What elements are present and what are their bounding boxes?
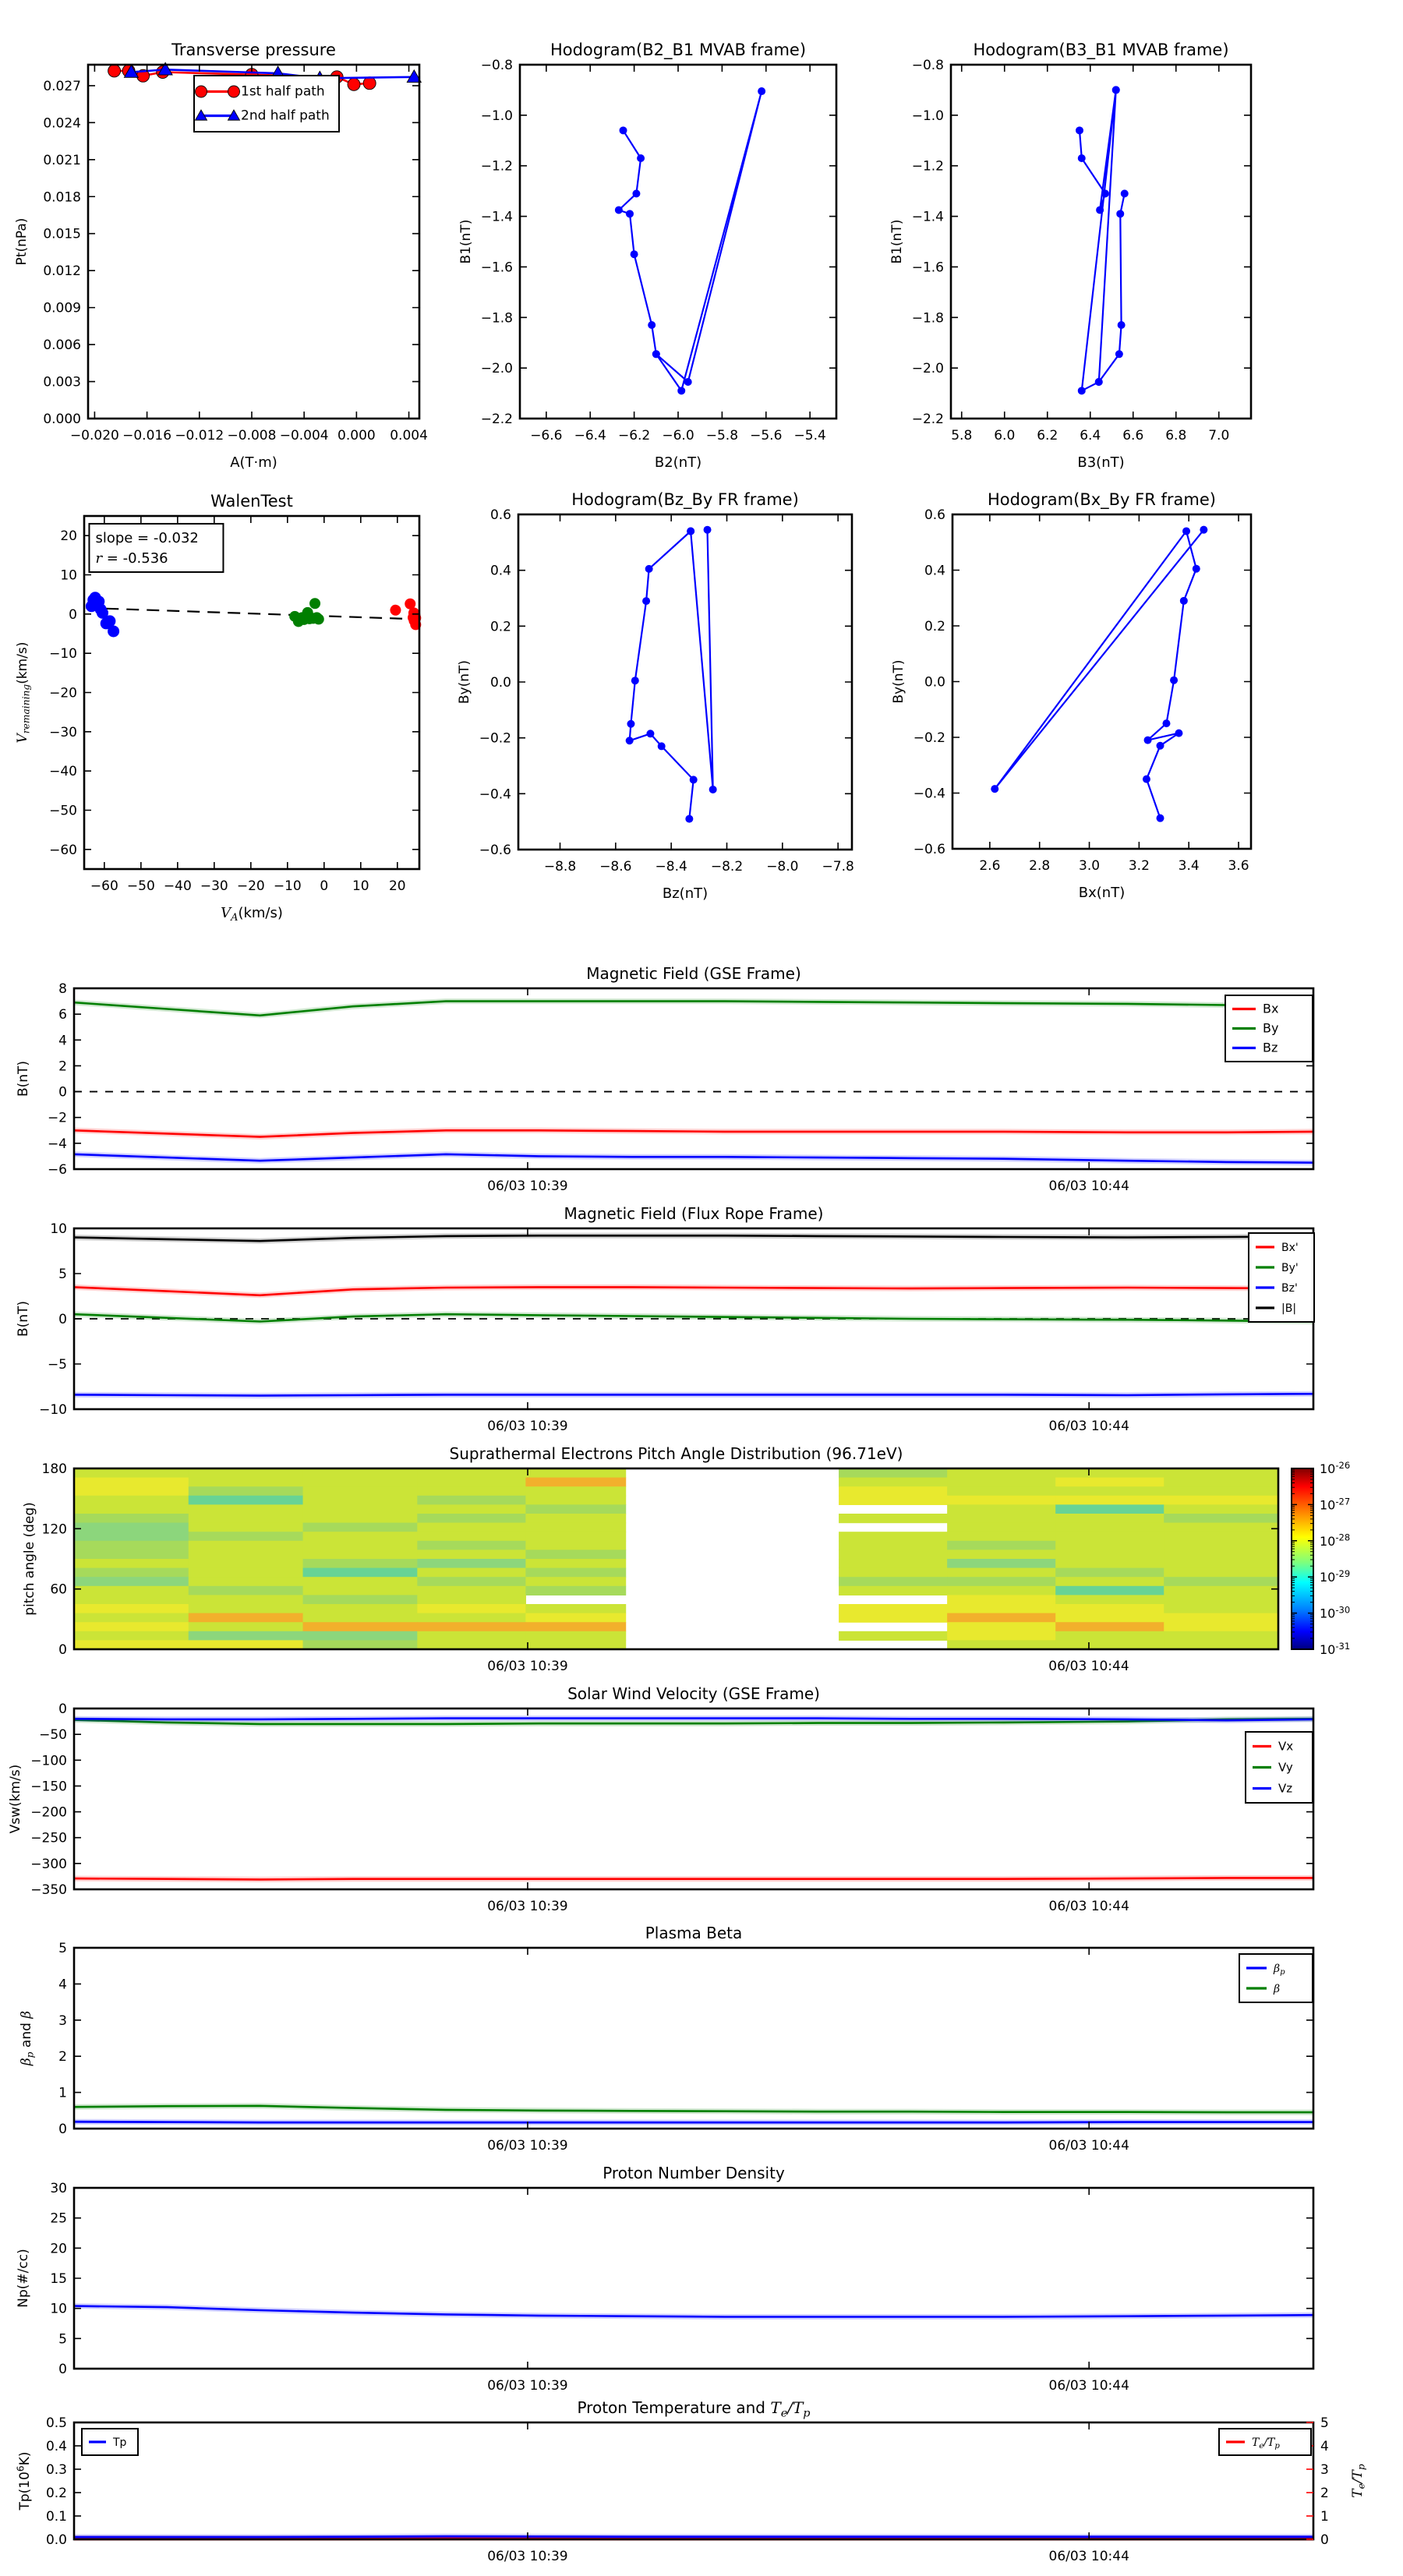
transverse-pressure-xtick-label: −0.016	[122, 428, 171, 443]
hodogram-b2b1-title: Hodogram(B2_B1 MVAB frame)	[550, 41, 806, 60]
transverse-pressure-xtick-label: 0.004	[390, 428, 428, 443]
hodogram-b3b1-ytick-label: −2.0	[912, 361, 944, 376]
pad-colorbar-tick-label: $10^{-31}$	[1320, 1641, 1350, 1657]
transverse-pressure-ytick-label: 0.012	[43, 263, 81, 279]
walen-test-title: WalenTest	[210, 492, 293, 511]
velocity-legend-0	[1246, 1732, 1313, 1803]
velocity-legend-label: Vx	[1278, 1740, 1293, 1754]
walen-test-xtick-label: 0	[320, 878, 328, 894]
mag-fr-ytick-label: −5	[48, 1357, 67, 1373]
panel-temperature	[16, 2398, 1367, 2564]
mag-gse-xtick-label: 06/03 10:39	[487, 1178, 567, 1194]
mag-fr-legend-0	[1249, 1233, 1314, 1322]
beta-title: Plasma Beta	[645, 1924, 743, 1942]
hodogram-bxby-xtick-label: 2.6	[979, 858, 1000, 874]
hodogram-b2b1-xtick-label: −5.6	[750, 428, 782, 443]
hodogram-bxby-title: Hodogram(Bx_By FR frame)	[988, 490, 1216, 510]
hodogram-b3b1-ytick-label: −1.4	[912, 210, 944, 225]
density-xtick-label: 06/03 10:39	[487, 2378, 567, 2394]
velocity-legend-label: Vy	[1278, 1761, 1293, 1775]
hodogram-b3b1-xtick-label: 6.8	[1165, 428, 1186, 443]
hodogram-b3b1-xtick-label: 6.6	[1122, 428, 1143, 443]
velocity-title: Solar Wind Velocity (GSE Frame)	[567, 1684, 820, 1703]
velocity-ytick-label: −300	[30, 1857, 67, 1872]
beta-legend-0	[1239, 1954, 1313, 2002]
hodogram-b3b1-ylabel: B1(nT)	[889, 220, 905, 264]
hodogram-b2b1-ytick-label: −1.6	[481, 260, 513, 275]
walen-test-xtick-label: −30	[200, 878, 228, 894]
pad-colorbar-tick-label: $10^{-27}$	[1320, 1496, 1350, 1512]
density-ylabel: Np(#/cc)	[16, 2249, 31, 2307]
beta-legend-label: $\beta_p$	[1273, 1963, 1285, 1977]
temperature-right-tick-label: 5	[1320, 2415, 1329, 2431]
hodogram-b3b1-xtick-label: 6.2	[1037, 428, 1058, 443]
velocity-xtick-label: 06/03 10:44	[1049, 1899, 1129, 1914]
transverse-pressure-ytick-label: 0.009	[43, 301, 81, 316]
transverse-pressure-xtick-label: −0.004	[280, 428, 329, 443]
hodogram-b2b1-ytick-label: −1.2	[481, 159, 513, 175]
walen-test-xtick-label: −40	[164, 878, 192, 894]
beta-ytick-label: 3	[58, 2013, 67, 2029]
hodogram-bxby-ytick-label: 0.0	[924, 675, 945, 691]
hodogram-b3b1-ytick-label: −1.6	[912, 260, 944, 275]
transverse-pressure-ytick-label: 0.027	[43, 79, 81, 94]
mag-gse-ytick-label: 8	[58, 981, 67, 997]
hodogram-b2b1-ytick-label: −1.8	[481, 310, 513, 326]
hodogram-bzby-xtick-label: −8.8	[544, 859, 576, 875]
hodogram-bxby-xtick-label: 3.6	[1228, 858, 1249, 874]
transverse-pressure-ytick-label: 0.024	[43, 115, 81, 131]
velocity-ytick-label: −150	[30, 1779, 67, 1794]
mag-gse-ytick-label: −6	[48, 1162, 67, 1178]
hodogram-bxby-ytick-label: 0.4	[924, 564, 945, 579]
mag-fr-ylabel: B(nT)	[16, 1301, 31, 1337]
temperature-ytick-label: 0.3	[46, 2462, 67, 2478]
pad-ylabel: pitch angle (deg)	[22, 1502, 37, 1616]
mag-gse-ytick-label: 4	[58, 1033, 67, 1048]
hodogram-bxby-xtick-label: 3.4	[1179, 858, 1200, 874]
pad-title: Suprathermal Electrons Pitch Angle Distribution (96.71eV)	[450, 1444, 903, 1463]
temperature-right-tick-label: 3	[1320, 2462, 1329, 2478]
hodogram-bxby-xtick-label: 2.8	[1029, 858, 1050, 874]
density-xtick-label: 06/03 10:44	[1049, 2378, 1129, 2394]
mag-fr-ytick-label: −10	[39, 1402, 67, 1418]
transverse-pressure-xtick-label: −0.008	[228, 428, 277, 443]
beta-ytick-label: 5	[58, 1941, 67, 1956]
hodogram-b3b1-ytick-label: −2.2	[912, 412, 944, 427]
temperature-right-tick-label: 0	[1320, 2532, 1329, 2548]
temperature-legend-1	[1219, 2429, 1311, 2455]
hodogram-b3b1-xtick-label: 7.0	[1208, 428, 1229, 443]
temperature-ytick-label: 0.4	[46, 2439, 67, 2454]
hodogram-bxby-ytick-label: −0.4	[914, 786, 945, 802]
pad-ytick-label: 0	[58, 1642, 67, 1658]
panel-velocity	[8, 1684, 1313, 1914]
walen-test-xtick-label: 20	[389, 878, 406, 894]
hodogram-b2b1-xtick-label: −5.8	[706, 428, 738, 443]
hodogram-bzby-ytick-label: −0.6	[479, 843, 511, 858]
walen-test-ytick-label: −20	[49, 686, 77, 701]
mag-gse-title: Magnetic Field (GSE Frame)	[586, 964, 801, 983]
walen-test-ytick-label: −40	[49, 764, 77, 779]
walen-test-xlabel: $V_A(km/s)$	[221, 905, 283, 924]
panel-mag-fr	[16, 1204, 1314, 1434]
hodogram-bzby-xtick-label: −8.0	[766, 859, 798, 875]
velocity-legend-label: Vz	[1278, 1782, 1292, 1796]
density-ytick-label: 15	[50, 2271, 67, 2287]
temperature-ytick-label: 0.0	[46, 2532, 67, 2548]
walen-test-ytick-label: 0	[69, 607, 77, 623]
transverse-pressure-legend-0	[194, 76, 339, 132]
transverse-pressure-ytick-label: 0.000	[43, 412, 81, 427]
walen-test-ytick-label: −30	[49, 725, 77, 740]
temperature-xtick-label: 06/03 10:44	[1049, 2549, 1129, 2564]
transverse-pressure-title: Transverse pressure	[171, 41, 336, 59]
walen-test-ytick-label: −50	[49, 804, 77, 819]
velocity-series-Vx	[74, 1878, 1313, 1879]
velocity-ylabel: Vsw(km/s)	[8, 1765, 23, 1834]
hodogram-b3b1-ytick-label: −0.8	[912, 58, 944, 73]
walen-test-xtick-label: −20	[237, 878, 265, 894]
hodogram-b3b1-ytick-label: −1.2	[912, 159, 944, 175]
hodogram-b3b1-xlabel: B3(nT)	[1077, 454, 1124, 471]
hodogram-b3b1-xtick-label: 6.4	[1080, 428, 1101, 443]
transverse-pressure-ytick-label: 0.015	[43, 227, 81, 242]
velocity-ytick-label: −250	[30, 1831, 67, 1846]
mag-fr-title: Magnetic Field (Flux Rope Frame)	[564, 1204, 824, 1223]
beta-xtick-label: 06/03 10:39	[487, 2138, 567, 2154]
mag-gse-ytick-label: 0	[58, 1085, 67, 1101]
density-ytick-label: 25	[50, 2211, 67, 2227]
pad-ytick-label: 60	[50, 1582, 67, 1598]
hodogram-b2b1-xtick-label: −6.0	[662, 428, 694, 443]
transverse-pressure-xlabel: A(T·m)	[230, 454, 277, 471]
hodogram-bzby-xtick-label: −8.2	[711, 859, 743, 875]
mag-fr-legend-label: By'	[1281, 1262, 1299, 1274]
pad-ytick-label: 180	[42, 1461, 67, 1477]
panel-density	[16, 2164, 1313, 2394]
panel-pad	[22, 1444, 1350, 1674]
hodogram-b2b1-ytick-label: −1.0	[481, 108, 513, 124]
mag-gse-ytick-label: −2	[48, 1111, 67, 1126]
velocity-series-Vz	[74, 1719, 1313, 1721]
hodogram-b2b1-xtick-label: −6.2	[618, 428, 650, 443]
density-ytick-label: 10	[50, 2302, 67, 2317]
temperature-xtick-label: 06/03 10:39	[487, 2549, 567, 2564]
hodogram-bzby-xtick-label: −8.4	[656, 859, 687, 875]
temperature-series-Tp	[74, 2536, 1313, 2537]
mag-gse-ylabel: B(nT)	[16, 1061, 31, 1097]
hodogram-b3b1-xtick-label: 6.0	[994, 428, 1015, 443]
mag-gse-ytick-label: 6	[58, 1007, 67, 1023]
hodogram-b2b1-ytick-label: −1.4	[481, 210, 513, 225]
hodogram-b3b1-xtick-label: 5.8	[951, 428, 972, 443]
transverse-pressure-xtick-label: −0.020	[70, 428, 119, 443]
pad-xtick-label: 06/03 10:39	[487, 1659, 567, 1674]
temperature-right-ylabel: $T_e/T_p$	[1350, 2464, 1367, 2498]
beta-legend-label: β	[1273, 1983, 1280, 1995]
temperature-right-tick-label: 2	[1320, 2486, 1329, 2501]
pad-colorbar-tick-label: $10^{-30}$	[1320, 1605, 1350, 1621]
beta-ytick-label: 1	[58, 2086, 67, 2101]
panel-mag-gse	[16, 964, 1313, 1194]
panel-beta	[19, 1924, 1313, 2154]
hodogram-bxby-ytick-label: 0.2	[924, 619, 945, 634]
walen-test-xtick-label: −50	[127, 878, 155, 894]
temperature-ytick-label: 0.5	[46, 2415, 67, 2431]
beta-ytick-label: 0	[58, 2122, 67, 2137]
hodogram-bzby-ylabel: By(nT)	[457, 660, 472, 704]
hodogram-bzby-ytick-label: −0.4	[479, 786, 511, 802]
pad-ytick-label: 120	[42, 1521, 67, 1537]
beta-xtick-label: 06/03 10:44	[1049, 2138, 1129, 2154]
hodogram-b2b1-ytick-label: −2.2	[481, 412, 513, 427]
beta-ytick-label: 2	[58, 2049, 67, 2065]
walen-test-annotation-line: r = -0.536	[95, 550, 168, 567]
velocity-ytick-label: −50	[39, 1727, 67, 1743]
hodogram-b2b1-ytick-label: −0.8	[481, 58, 513, 73]
hodogram-bzby-ytick-label: 0.4	[490, 564, 511, 579]
density-title: Proton Number Density	[603, 2164, 785, 2182]
beta-ytick-label: 4	[58, 1977, 67, 1992]
hodogram-b3b1-ytick-label: −1.8	[912, 310, 944, 326]
hodogram-bzby-ytick-label: 0.6	[490, 507, 511, 523]
hodogram-b3b1-ytick-label: −1.0	[912, 108, 944, 124]
temperature-ylabel: $Tp(10^6K)$	[16, 2451, 33, 2511]
mag-gse-legend-label: Bz	[1263, 1041, 1278, 1055]
hodogram-bxby-ytick-label: −0.2	[914, 730, 945, 746]
transverse-pressure-ytick-label: 0.003	[43, 375, 81, 390]
hodogram-b2b1-ytick-label: −2.0	[481, 361, 513, 376]
hodogram-bzby-ytick-label: 0.2	[490, 619, 511, 634]
mag-gse-ytick-label: 2	[58, 1058, 67, 1074]
velocity-ytick-label: −350	[30, 1882, 67, 1898]
pad-colorbar-tick-label: $10^{-26}$	[1320, 1460, 1350, 1476]
mag-fr-series-Bz'	[74, 1394, 1313, 1395]
mag-gse-legend-label: By	[1263, 1021, 1278, 1036]
hodogram-bxby-ylabel: By(nT)	[891, 659, 906, 703]
hodogram-bxby-xtick-label: 3.2	[1129, 858, 1150, 874]
temperature-title: Proton Temperature and $T_e/T_p$	[577, 2398, 810, 2419]
transverse-pressure-xtick-label: −0.012	[175, 428, 224, 443]
velocity-ytick-label: −100	[30, 1753, 67, 1769]
hodogram-bzby-ytick-label: 0.0	[490, 675, 511, 691]
hodogram-bzby-ytick-label: −0.2	[479, 731, 511, 747]
mag-gse-xtick-label: 06/03 10:44	[1049, 1178, 1129, 1194]
walen-test-ytick-label: −10	[49, 646, 77, 662]
pad-xtick-label: 06/03 10:44	[1048, 1659, 1129, 1674]
mag-fr-ytick-label: 5	[58, 1267, 67, 1282]
mag-fr-legend-label: Bx'	[1281, 1242, 1299, 1254]
temperature-right-tick-label: 1	[1320, 2509, 1329, 2525]
hodogram-bxby-ytick-label: 0.6	[924, 507, 945, 523]
transverse-pressure-ytick-label: 0.021	[43, 153, 81, 168]
walen-test-xtick-label: −10	[274, 878, 302, 894]
transverse-pressure-ylabel: Pt(nPa)	[14, 218, 30, 266]
mag-fr-legend-label: |B|	[1281, 1302, 1296, 1315]
mag-fr-legend-label: Bz'	[1281, 1282, 1298, 1295]
walen-test-annotation-line: slope = -0.032	[95, 530, 198, 546]
mag-gse-legend-label: Bx	[1263, 1002, 1278, 1016]
hodogram-b2b1-xtick-label: −6.4	[574, 428, 606, 443]
hodogram-bxby-xlabel: Bx(nT)	[1079, 885, 1125, 901]
temperature-ytick-label: 0.2	[46, 2486, 67, 2501]
walen-test-ytick-label: 20	[60, 528, 77, 544]
walen-test-xtick-label: −60	[90, 878, 118, 894]
hodogram-b2b1-xtick-label: −6.6	[530, 428, 562, 443]
walen-test-ylabel: $V_{remaining}(km/s)$	[15, 642, 32, 744]
mag-fr-xtick-label: 06/03 10:44	[1049, 1419, 1129, 1434]
temperature-legend-0	[82, 2429, 138, 2455]
hodogram-bzby-title: Hodogram(Bz_By FR frame)	[571, 490, 799, 510]
temperature-ytick-label: 0.1	[46, 2509, 67, 2525]
hodogram-bxby-xtick-label: 3.0	[1079, 858, 1100, 874]
hodogram-bzby-xtick-label: −8.6	[599, 859, 631, 875]
mag-fr-ytick-label: 10	[50, 1221, 67, 1237]
mag-fr-ytick-label: 0	[58, 1312, 67, 1327]
velocity-ytick-label: −200	[30, 1805, 67, 1821]
walen-test-ytick-label: 10	[60, 568, 77, 584]
walen-test-ytick-label: −60	[49, 843, 77, 858]
hodogram-bzby-xtick-label: −7.8	[822, 859, 854, 875]
mag-gse-legend-0	[1225, 995, 1313, 1062]
transverse-pressure-ytick-label: 0.018	[43, 189, 81, 205]
velocity-xtick-label: 06/03 10:39	[487, 1899, 567, 1914]
walen-test-xtick-label: 10	[352, 878, 369, 894]
hodogram-b2b1-xtick-label: −5.4	[794, 428, 826, 443]
transverse-pressure-legend-label: 1st half path	[241, 84, 325, 100]
density-ytick-label: 0	[58, 2362, 67, 2377]
hodogram-b3b1-title: Hodogram(B3_B1 MVAB frame)	[973, 41, 1228, 60]
transverse-pressure-ytick-label: 0.006	[43, 337, 81, 353]
hodogram-b2b1-ylabel: B1(nT)	[458, 220, 474, 264]
pad-colorbar-tick-label: $10^{-29}$	[1320, 1568, 1350, 1585]
hodogram-bxby-ytick-label: −0.6	[914, 842, 945, 857]
temperature-right-tick-label: 4	[1320, 2439, 1329, 2454]
temperature-legend-label: $T_e/T_p$	[1252, 2436, 1280, 2451]
transverse-pressure-legend-label: 2nd half path	[241, 108, 330, 124]
velocity-ytick-label: 0	[58, 1701, 67, 1717]
mag-fr-xtick-label: 06/03 10:39	[487, 1419, 567, 1434]
mag-gse-ytick-label: −4	[48, 1136, 67, 1152]
hodogram-b2b1-xlabel: B2(nT)	[655, 454, 702, 471]
density-ytick-label: 5	[58, 2331, 67, 2347]
pad-colorbar-tick-label: $10^{-28}$	[1320, 1532, 1350, 1549]
density-ytick-label: 30	[50, 2181, 67, 2196]
hodogram-bzby-xlabel: Bz(nT)	[663, 885, 708, 902]
transverse-pressure-xtick-label: 0.000	[337, 428, 376, 443]
temperature-legend-label: Tp	[112, 2436, 127, 2449]
density-ytick-label: 20	[50, 2241, 67, 2256]
beta-ylabel: $\beta_p$ and β	[19, 2011, 36, 2066]
